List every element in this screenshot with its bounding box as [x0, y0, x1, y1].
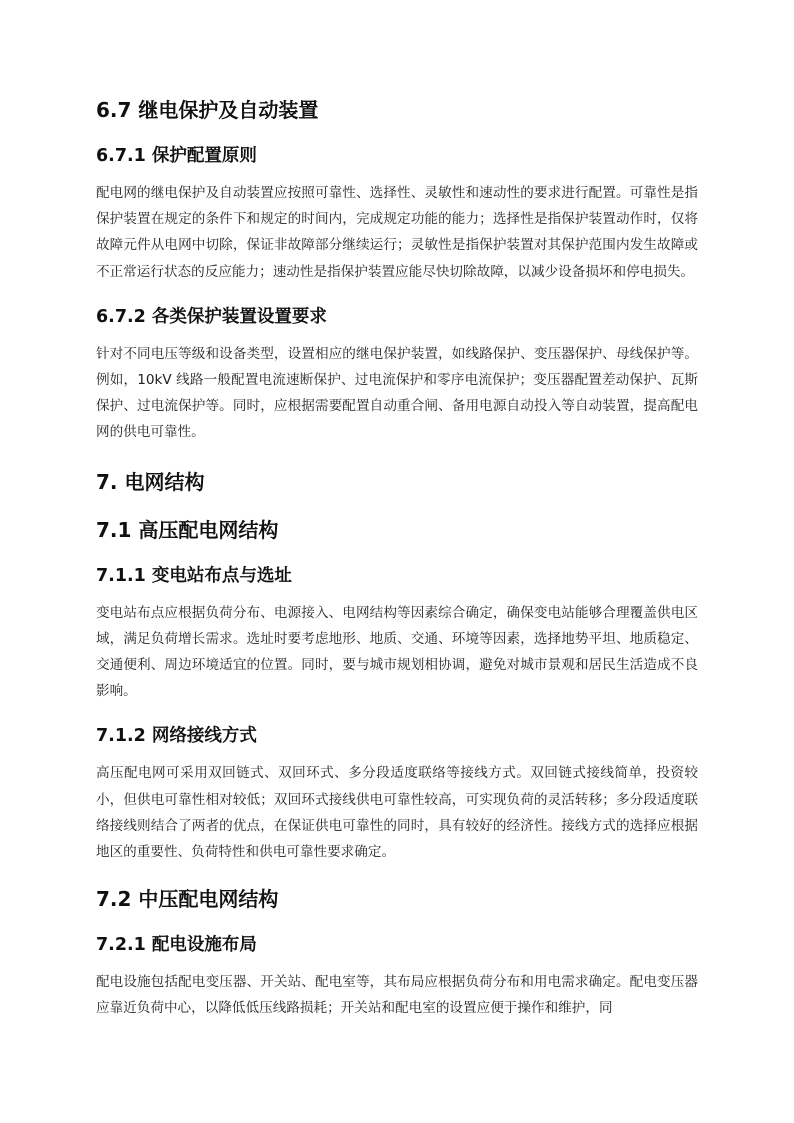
section-heading-7: 7. 电网结构 — [96, 469, 205, 494]
paragraph-7-1-2: 高压配电网可采用双回链式、双回环式、多分段适度联络等接线方式。双回链式接线简单，投资较小，但供电可靠性相对较低；双回环式接线供电可靠性较高，可实现负荷的灵活转移；多分段适度联络接线则结合了两者的优点，在保证供电可靠性的同时，具有较好的经济性。接线方式的选择应根据地区的重要性、负荷特性和供电可靠性要求确定。 — [96, 765, 698, 861]
section-heading-6-7: 6.7 继电保护及自动装置 — [96, 98, 319, 122]
section-heading-7-2-1: 7.2.1 配电设施布局 — [96, 935, 257, 956]
section-heading-6-7-2: 6.7.2 各类保护装置设置要求 — [96, 306, 327, 327]
paragraph-6-7-2: 针对不同电压等级和设备类型，设置相应的继电保护装置，如线路保护、变压器保护、母线保护等。例如，10kV 线路一般配置电流速断保护、过电流保护和零序电流保护；变压器配置差动保护、瓦斯保护、过电流保护等。同时，应根据需要配置自动重合闸、备用电源自动投入等自动装置，提高配电网的供电可靠性。 — [96, 345, 698, 441]
paragraph-7-1-1: 变电站布点应根据负荷分布、电源接入、电网结构等因素综合确定，确保变电站能够合理覆盖供电区域，满足负荷增长需求。选址时要考虑地形、地质、交通、环境等因素，选择地势平坦、地质稳定、交通便利、周边环境适宜的位置。同时，要与城市规划相协调，避免对城市景观和居民生活造成不良影响。 — [96, 604, 698, 700]
section-heading-7-1-1: 7.1.1 变电站布点与选址 — [96, 565, 292, 586]
paragraph-7-2-1: 配电设施包括配电变压器、开关站、配电室等，其布局应根据负荷分布和用电需求确定。配电变压器应靠近负荷中心，以降低低压线路损耗；开关站和配电室的设置应便于操作和维护，同 — [96, 974, 698, 1017]
section-heading-6-7-1: 6.7.1 保护配置原则 — [96, 146, 257, 166]
section-heading-7-1: 7.1 高压配电网结构 — [96, 517, 279, 542]
section-heading-7-2: 7.2 中压配电网结构 — [96, 887, 279, 912]
paragraph-6-7-1: 配电网的继电保护及自动装置应按照可靠性、选择性、灵敏性和速动性的要求进行配置。可靠性是指保护装置在规定的条件下和规定的时间内，完成规定功能的能力；选择性是指保护装置动作时，仅将故障元件从电网中切除，保证非故障部分继续运行；灵敏性是指保护装置对其保护范围内发生故障或不正常运行状态的反应能力；速动性是指保护装置应能尽快切除故障，以减少设备损坏和停电损失。 — [96, 185, 698, 280]
section-heading-7-1-2: 7.1.2 网络接线方式 — [96, 726, 257, 747]
